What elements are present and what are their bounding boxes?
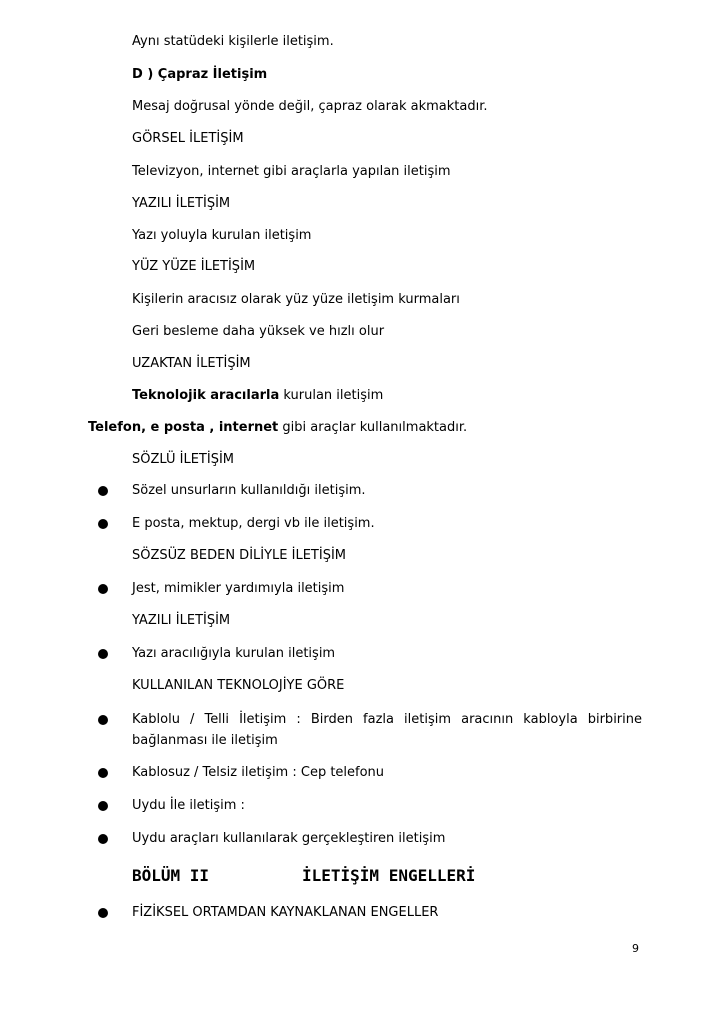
text-line: Aynı statüdeki kişilerle iletişim. <box>132 34 334 49</box>
list-item: Uydu araçları kullanılarak gerçekleştiren iletişim <box>132 831 446 846</box>
chapter-title: İLETİŞİM ENGELLERİ <box>302 866 476 885</box>
list-item: Kablosuz / Telsiz iletişim : Cep telefonu <box>132 765 385 780</box>
subheading-yazili-iletisim: YAZILI İLETİŞİM <box>132 196 231 211</box>
subheading-yazili-iletisim-2: YAZILI İLETİŞİM <box>132 613 231 628</box>
list-item: Sözel unsurların kullanıldığı iletişim. <box>132 483 366 498</box>
bold-phrase: Telefon, e posta , internet <box>88 420 279 435</box>
list-item: Uydu İle iletişim : <box>132 798 245 813</box>
bullet-icon <box>98 908 108 918</box>
subheading-sozsuz-iletisim: SÖZSÜZ BEDEN DİLİYLE İLETİŞİM <box>132 548 346 563</box>
bold-phrase: Teknolojik aracılarla <box>132 388 280 403</box>
bullet-icon <box>98 519 108 529</box>
list-item-continuation: bağlanması ile iletişim <box>132 733 278 748</box>
list-item: Kablolu / Telli İletişim : Birden fazla iletişim aracının kabloyla birbirine <box>132 712 642 727</box>
text-line <box>88 420 467 436</box>
text-span: kurulan iletişim <box>279 388 384 403</box>
bullet-icon <box>98 486 108 496</box>
subheading-uzaktan-iletisim: UZAKTAN İLETİŞİM <box>132 356 251 371</box>
list-item: E posta, mektup, dergi vb ile iletişim. <box>132 516 375 531</box>
text-line: Kişilerin aracısız olarak yüz yüze iletişim kurmaları <box>132 292 460 307</box>
list-item: FİZİKSEL ORTAMDAN KAYNAKLANAN ENGELLER <box>132 905 439 920</box>
section-title-capraz-iletisim: D ) Çapraz İletişim <box>132 67 268 82</box>
text-line: Mesaj doğrusal yönde değil, çapraz olarak akmaktadır. <box>132 99 488 114</box>
text-line: Geri besleme daha yüksek ve hızlı olur <box>132 324 385 339</box>
text-span: gibi araçlar kullanılmaktadır. <box>278 420 468 435</box>
text-line: Televizyon, internet gibi araçlarla yapılan iletişim <box>132 164 451 179</box>
list-item: Jest, mimikler yardımıyla iletişim <box>132 581 345 596</box>
text-line: Yazı yoluyla kurulan iletişim <box>132 228 312 243</box>
subheading-sozlu-iletisim: SÖZLÜ İLETİŞİM <box>132 452 235 467</box>
page-number: 9 <box>632 942 639 955</box>
subheading-yuz-yuze-iletisim: YÜZ YÜZE İLETİŞİM <box>132 259 256 274</box>
bullet-icon <box>98 768 108 778</box>
bullet-icon <box>98 834 108 844</box>
subheading-kullanilan-teknoloji: KULLANILAN TEKNOLOJİYE GÖRE <box>132 678 345 693</box>
chapter-label: BÖLÜM II <box>132 866 210 885</box>
bullet-icon <box>98 801 108 811</box>
bullet-icon <box>98 715 108 725</box>
list-item: Yazı aracılığıyla kurulan iletişim <box>132 646 336 661</box>
bullet-icon <box>98 584 108 594</box>
text-line <box>132 388 383 404</box>
subheading-gorsel-iletisim: GÖRSEL İLETİŞİM <box>132 131 244 146</box>
bullet-icon <box>98 649 108 659</box>
